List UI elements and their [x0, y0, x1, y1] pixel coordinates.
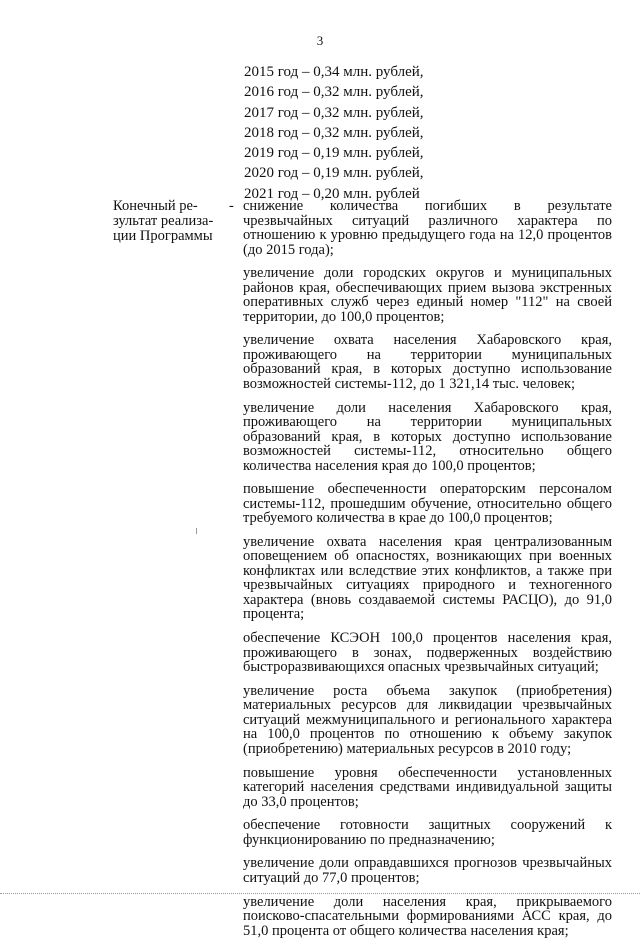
result-item: увеличение охвата населения края централизованным оповещением об опасностях, возникающих при военных конфликтах или вследствие этих конфликтов, а также при чрезвычайных ситуациях природного и техногенного характера (вновь создаваемой системы РАСЦО), до 91,0 процента; — [243, 533, 612, 623]
funding-years-list — [244, 62, 424, 204]
scan-edge-line — [0, 893, 640, 894]
results-label: Конечный ре- зультат реализа- ции Программы — [113, 198, 214, 244]
scan-mark — [196, 528, 197, 534]
result-item: увеличение доли населения Хабаровского края, проживающего на территории муниципальных образований края, в которых доступно использование возможностей системы-112, относительно общего количества населения края до 100,0 процентов; — [243, 399, 612, 474]
result-item: снижение количества погибших в результате чрезвычайных ситуаций различного характера по отношению к уровню предыдущего года на 12,0 процентов (до 2015 года); — [243, 198, 612, 258]
result-item: обеспечение готовности защитных сооружений к функционированию по предназначению; — [243, 817, 612, 848]
label-dash: - — [229, 198, 234, 214]
result-item: повышение обеспеченности операторским персоналом системы-112, прошедшим обучение, относительно общего требуемого количества в крае до 100,0 процентов; — [243, 481, 612, 527]
result-item: увеличение охвата населения Хабаровского края, проживающего на территории муниципальных образований края, в которых доступно использование возможностей системы-112, до 1 321,14 тыс. человек; — [243, 332, 612, 392]
result-item: увеличение доли оправдавшихся прогнозов чрезвычайных ситуаций до 77,0 процентов; — [243, 855, 612, 886]
results-list — [243, 199, 612, 947]
funding-year-line: 2021 год – 0,20 млн. рублей — [244, 185, 420, 202]
result-item: увеличение доли городских округов и муниципальных районов края, обеспечивающих прием вызова экстренных оперативных служб через единый номер "112" на своей территории, до 100,0 процентов; — [243, 265, 612, 325]
funding-year-line: 2015 год – 0,34 млн. рублей, — [244, 64, 424, 80]
funding-year-line: 2019 год – 0,19 млн. рублей, — [244, 145, 424, 162]
result-item: обеспечение КСЭОН 100,0 процентов населения края, проживающего в зонах, подверженных воздействию быстроразвивающихся опасных чрезвычайных ситуаций; — [243, 630, 612, 676]
result-item: повышение уровня обеспеченности установленных категорий населения средствами индивидуальной защиты до 33,0 процентов; — [243, 764, 612, 810]
page-number: 3 — [316, 33, 324, 48]
funding-year-line: 2020 год – 0,19 млн. рублей, — [244, 165, 424, 182]
funding-year-line: 2016 год – 0,32 млн. рублей, — [244, 84, 424, 101]
result-item: увеличение доли населения края, прикрываемого поисково-спасательными формированиями АСС края, до 51,0 процента от общего количества населения края; — [243, 893, 612, 939]
funding-year-line: 2018 год – 0,32 млн. рублей, — [244, 124, 424, 141]
result-item: увеличение роста объема закупок (приобретения) материальных ресурсов для ликвидации чрезвычайных ситуаций межмуниципального и регионального характера на 100,0 процентов по отношению к объему закупок (приобретению) материальных ресурсов в 2010 году; — [243, 682, 612, 757]
funding-year-line: 2017 год – 0,32 млн. рублей, — [244, 104, 424, 121]
